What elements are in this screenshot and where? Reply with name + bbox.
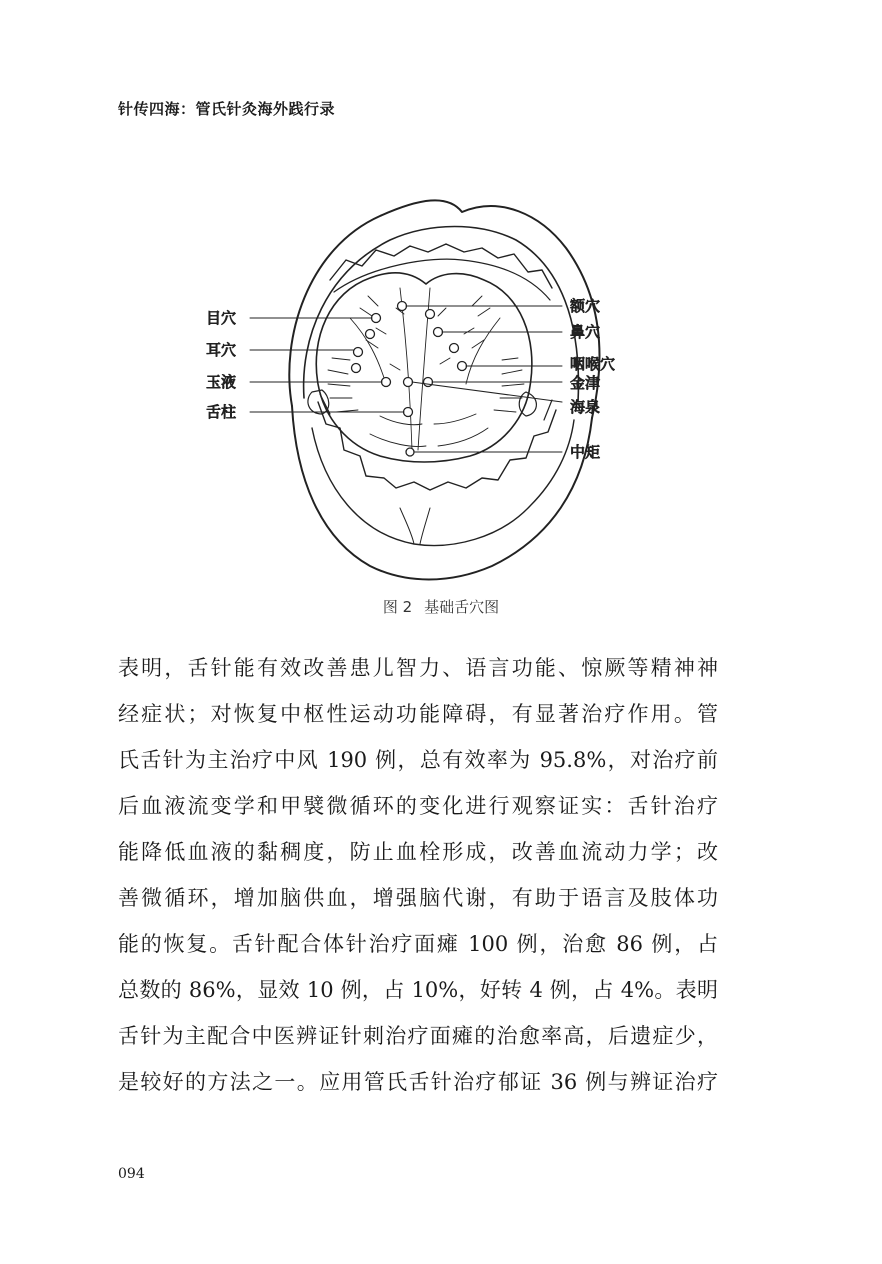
lower-lip-inner [312,420,574,545]
body-line: 是较好的方法之一。应用管氏舌针治疗郁证 36 例与辨证治疗 [118,1070,718,1094]
label-jin-jin: 金津 [570,374,601,392]
body-line: 表明，舌针能有效改善患儿智力、语言功能、惊厥等精神神 [118,656,718,680]
body-paragraph [118,645,718,1105]
upper-lip-inner [304,227,579,403]
label-e-xue: 额穴 [570,297,601,315]
body-line: 能降低血液的黏稠度，防止血栓形成，改善血流动力学；改 [118,840,718,864]
tongue-acupoint-figure [200,188,640,588]
running-head: 针传四海：管氏针灸海外践行录 [118,100,336,118]
body-line: 能的恢复。舌针配合体针治疗面瘫 100 例，治愈 86 例，占 [118,932,718,956]
body-line: 善微循环，增加脑供血，增强脑代谢，有助于语言及肢体功 [118,886,718,910]
body-line: 氏舌针为主治疗中风 190 例，总有效率为 95.8%，对治疗前 [118,748,718,772]
acupoint-yuye [382,378,391,387]
acupoint-yanhou-right [458,362,467,371]
label-she-zhu: 舌柱 [206,403,237,421]
acupoint-bi-left [366,330,375,339]
label-yanhou-xue: 咽喉穴 [570,355,616,373]
label-bi-xue: 鼻穴 [570,323,601,341]
acupoint-er-left [354,348,363,357]
figure-caption [0,596,882,617]
acupoint-bi-right [434,328,443,337]
acupoint-mu-right [426,310,435,319]
caption-title: 基础舌穴图 [424,598,500,616]
body-line: 总数的 86%，显效 10 例，占 10%，好转 4 例，占 4%。表明 [118,978,718,1002]
label-hai-quan: 海泉 [570,398,601,416]
acupoints [352,302,467,457]
label-mu-xue: 目穴 [206,309,237,327]
label-yu-ye: 玉液 [206,373,237,391]
body-line: 后血液流变学和甲襞微循环的变化进行观察证实：舌针治疗 [118,794,718,818]
caption-number: 图 2 [382,598,413,616]
acupoint-shezhu [404,408,413,417]
acupoint-yanhou-left [352,364,361,373]
tongue-diagram [200,188,640,588]
acupoint-er-right [450,344,459,353]
acupoint-mu-left [372,314,381,323]
acupoint-e [398,302,407,311]
page-number: 094 [118,1166,145,1182]
acupoint-jinjin [424,378,433,387]
acupoint-haiquan [404,378,413,387]
label-er-xue: 耳穴 [206,341,237,359]
label-zhong-ju: 中矩 [570,443,601,461]
body-line: 舌针为主配合中医辨证针刺治疗面瘫的治愈率高，后遗症少， [118,1024,718,1048]
acupoint-zhongju [406,448,414,456]
body-line: 经症状；对恢复中枢性运动功能障碍，有显著治疗作用。管 [118,702,718,726]
